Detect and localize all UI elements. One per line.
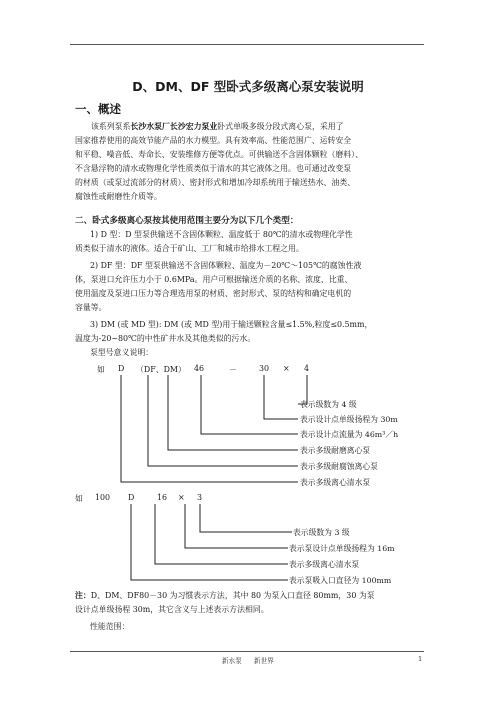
model1-legend-dm: 表示多级耐磨离心泵 xyxy=(300,446,371,455)
connector-stages xyxy=(298,375,307,404)
model1-legend-df: 表示多级耐腐蚀离心泵 xyxy=(300,462,378,471)
overview-text-a: 该系列泵系 xyxy=(91,122,131,131)
type-df-line: 使用温度及泵进口压力等合理选用泵的材质、密封形式、泵的结构和确定电机的 xyxy=(75,289,352,298)
model2-legend-diameter: 表示泵吸入口直径为 100mm xyxy=(289,576,392,585)
model1-token-stages: 4 xyxy=(304,364,310,373)
model2-token-stages: 3 xyxy=(197,493,203,502)
connector-stages-2 xyxy=(200,504,292,532)
note-line-2: 设计点单级扬程 30m，其它含义与上述表示方法相同。 xyxy=(75,605,269,614)
type-df-line: 容量等。 xyxy=(75,303,107,312)
model2-legend-head: 表示泵设计点单级扬程为 16m xyxy=(289,544,395,553)
overview-line: 的材质（或泵过流部分的材质）、密封形式和增加冷却系统用于输送热水、油类、 xyxy=(75,178,356,187)
model2-token-diameter: 100 xyxy=(95,493,111,502)
overview-line: 不含悬浮物的清水或物理化学性质类似于清水的其它液体之用。也可通过改变泵 xyxy=(75,164,352,173)
footer-middle: 新世界 xyxy=(254,657,274,665)
section-heading-types: 二、卧式多级离心泵按其使用范围主要分为以下几个类型： xyxy=(75,216,299,226)
connector-d-2 xyxy=(155,504,288,564)
model2-legend-d: 表示多级离心清水泵 xyxy=(289,560,360,569)
model2-prefix: 如 xyxy=(75,494,83,503)
type-df-line: 体，泵进口允许压力小于 0.6MPa。用户可根据输送介质的名称、浓度、比重、 xyxy=(75,275,353,284)
note-line-1 xyxy=(75,589,375,603)
type-dm-line: 温度为-20~80℃的中性矿井水及其他类似的污水。 xyxy=(75,334,256,343)
model1-legend-d: 表示多级离心清水泵 xyxy=(300,478,371,487)
note-label: 注： xyxy=(75,591,91,600)
overview-line: 国家推荐使用的高效节能产品的水力模型。具有效率高、性能范围广、运转安全 xyxy=(75,136,352,145)
connector-dm xyxy=(168,375,298,450)
model2-token-type: D xyxy=(128,493,135,502)
note-text-1: D、DM、DF80－30 为习惯表示方法，其中 80 为泵入口直径 80mm，30 为泵 xyxy=(90,591,375,600)
model1-token-head: 30 xyxy=(259,364,270,373)
model1-token-flow: 46 xyxy=(194,364,205,373)
model1-legend-stages: 表示级数为 4 级 xyxy=(300,400,357,409)
performance-range-heading: 性能范围： xyxy=(90,622,130,631)
manufacturer-name: 长沙水泵厂长沙宏力泵业 xyxy=(130,122,218,131)
type-dm-line: 3) DM (或 MD 型): DM (或 MD 型)用于输送颗粒含量≤1.5%,粒度≤0.5mm， xyxy=(90,320,373,329)
model1-legend-head: 表示设计点单级扬程为 30m xyxy=(300,415,398,424)
overview-line: 和平稳、噪音低、寿命长、安装维修方便等优点。可供输送不含固体颗粒（磨料）、 xyxy=(75,150,364,159)
footer-left: 新水泵 xyxy=(222,657,242,665)
model2-token-head: 16 xyxy=(157,493,168,502)
model2-legend-stages: 表示级数为 3 级 xyxy=(293,528,350,537)
model1-token-variants: （DF、DM） xyxy=(136,365,186,374)
overview-text-c: 卧式单吸多级分段式离心泵，采用了 xyxy=(217,122,344,131)
overview-line: 腐蚀性或耐磨性介质等。 xyxy=(75,192,162,201)
model1-token-times: × xyxy=(283,364,290,373)
page-title: D、DM、DF 型卧式多级离心泵安装说明 xyxy=(132,79,364,94)
footer-rule xyxy=(70,651,424,652)
model2-token-times: × xyxy=(178,493,185,502)
model1-legend-flow: 表示设计点流量为 46m³／h xyxy=(300,430,399,439)
model1-token-type: D xyxy=(118,364,125,373)
section-heading-overview: 一、概述 xyxy=(75,102,121,116)
page-number: 1 xyxy=(418,655,423,663)
model1-prefix: 如 xyxy=(97,365,105,374)
type-d-line: 1) D 型：D 型泵供输送不含固体颗粒、温度低于 80℃的清水或物理化学性 xyxy=(90,230,353,239)
type-df-line: 2) DF 型：DF 型泵供输送不含固体颗粒、温度为－20℃～105℃的腐蚀性液 xyxy=(90,261,362,270)
type-d-line: 质类似于清水的液体。适合于矿山、工厂和城市给排水工程之用。 xyxy=(75,244,304,253)
connector-head xyxy=(264,375,298,419)
connector-df xyxy=(148,375,298,466)
model1-token-dash: － xyxy=(229,365,237,374)
connector-flow xyxy=(201,375,298,434)
model-meaning-heading: 泵型号意义说明： xyxy=(90,348,154,357)
